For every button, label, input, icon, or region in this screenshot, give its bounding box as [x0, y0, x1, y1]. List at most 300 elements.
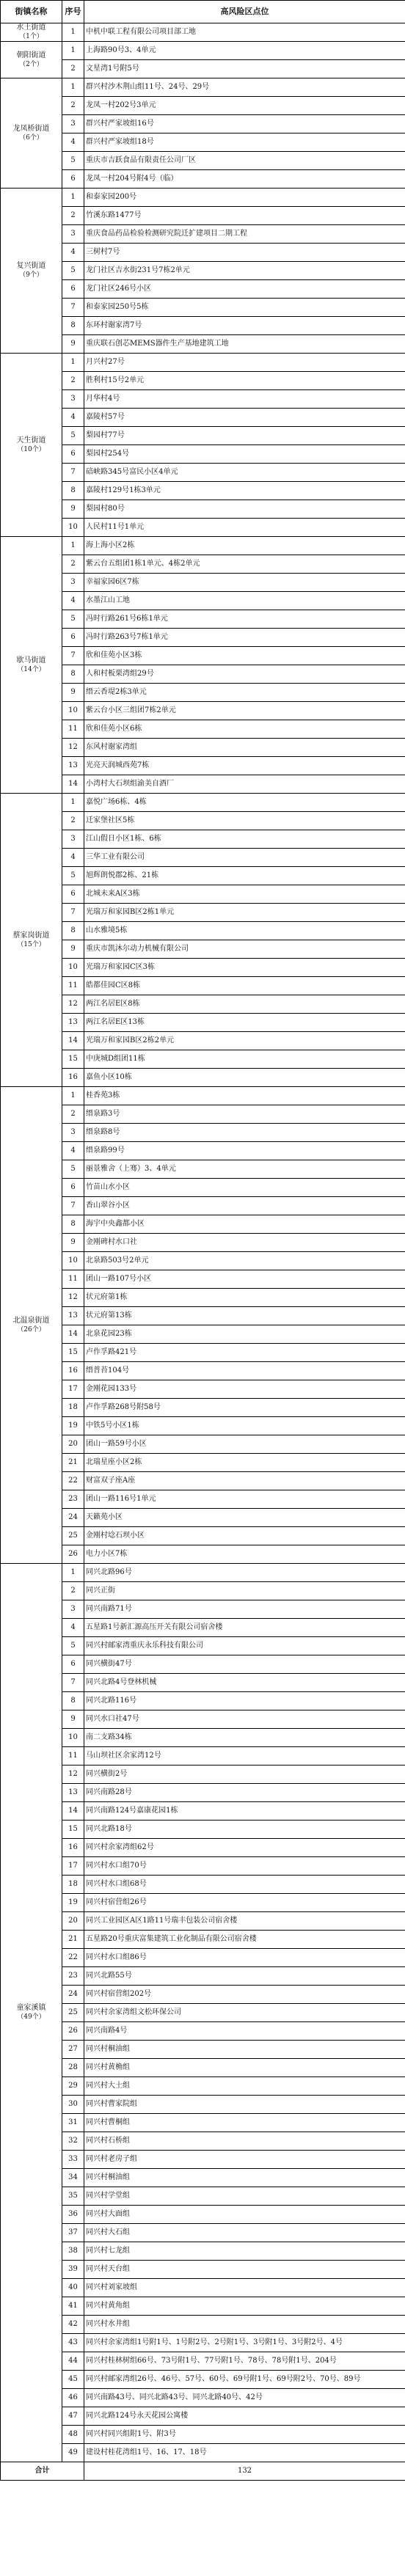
row-number: 8 [62, 317, 84, 335]
location-cell: 桂香苑3栋 [84, 1087, 405, 1105]
row-number: 24 [62, 1986, 84, 2004]
row-number: 1 [62, 354, 84, 372]
location-cell: 群兴村严家坡组18号 [84, 133, 405, 152]
row-number: 6 [62, 1655, 84, 1674]
row-number: 2 [62, 372, 84, 390]
table-body [1, 23, 405, 2462]
location-cell: 海上海小区2栋 [84, 537, 405, 555]
row-number: 7 [62, 647, 84, 665]
location-cell: 梨园村80号 [84, 500, 405, 519]
row-number: 27 [62, 2041, 84, 2059]
row-number: 7 [62, 1674, 84, 1692]
location-cell: 江山假日小区1栋、6栋 [84, 830, 405, 849]
location-cell: 同兴村天台组 [84, 2261, 405, 2279]
row-number: 19 [62, 1894, 84, 1912]
row-number: 6 [62, 170, 84, 189]
location-cell: 皓都佳园C区8栋 [84, 977, 405, 995]
location-cell: 重庆食品药品检验检测研究院迁扩建项目二期工程 [84, 225, 405, 244]
row-number: 48 [62, 2426, 84, 2444]
location-cell: 紫云台五组团1栋1单元、4栋2单元 [84, 555, 405, 574]
street-count: （26个） [17, 1325, 45, 1333]
street-name: 蔡家岗街道 [12, 931, 50, 940]
location-cell: 同兴村石桥组 [84, 2132, 405, 2151]
row-number: 7 [62, 1197, 84, 1215]
location-cell: 同兴村曹家院组 [84, 2096, 405, 2114]
row-number: 12 [62, 1289, 84, 1307]
row-number: 13 [62, 1014, 84, 1032]
location-cell: 群兴村沙木荆山组11号、24号、29号 [84, 78, 405, 97]
location-cell: 山水雅境5栋 [84, 922, 405, 940]
row-number: 9 [62, 940, 84, 959]
location-cell: 天籁苑小区 [84, 1509, 405, 1527]
location-cell: 团山一路59号小区 [84, 1435, 405, 1454]
location-cell: 缙云香堤2栋3单元 [84, 684, 405, 702]
table-row [1, 42, 405, 60]
location-cell: 碚峡路345号富民小区4单元 [84, 464, 405, 482]
location-cell: 同兴村余家湾组文松环保公司 [84, 2004, 405, 2022]
location-cell: 同兴村同兴组附1号、附3号 [84, 2426, 405, 2444]
row-number: 5 [62, 1637, 84, 1655]
location-cell: 同兴村余家湾组62号 [84, 1839, 405, 1857]
location-cell: 同兴村宿营组26号 [84, 1894, 405, 1912]
row-number: 4 [62, 1142, 84, 1160]
row-number: 26 [62, 1545, 84, 1564]
row-number: 1 [62, 23, 84, 42]
row-number: 10 [62, 959, 84, 977]
row-number: 29 [62, 2077, 84, 2096]
row-number: 28 [62, 2059, 84, 2077]
street-name: 天生街道 [16, 436, 46, 444]
location-cell: 龙门社区吉水街231号7栋2单元 [84, 262, 405, 280]
table-row [1, 23, 405, 42]
row-number: 25 [62, 2004, 84, 2022]
location-cell: 龙凤一村202号3单元 [84, 97, 405, 115]
row-number: 26 [62, 2022, 84, 2041]
location-cell: 香山翠谷小区 [84, 1197, 405, 1215]
row-number: 5 [62, 262, 84, 280]
table-row [1, 537, 405, 555]
row-number: 11 [62, 720, 84, 739]
total-value: 132 [84, 2462, 405, 2481]
location-cell: 冯时行路263号7栋1单元 [84, 629, 405, 647]
row-number: 11 [62, 1270, 84, 1289]
location-cell: 竹苗山水小区 [84, 1179, 405, 1197]
location-cell: 人民村11号1单元 [84, 519, 405, 537]
location-cell: 同兴北路116号 [84, 1692, 405, 1710]
row-number: 7 [62, 464, 84, 482]
row-number: 2 [62, 1105, 84, 1124]
location-cell: 迁家堡社区5栋 [84, 812, 405, 830]
location-cell: 丽景雅舍（上骞）3、4单元 [84, 1160, 405, 1179]
location-cell: 同兴村学堂组 [84, 2187, 405, 2206]
location-cell: 同兴村桂林树组66号、73号附1号、77号附1号、78号、78号附1号、204号 [84, 2352, 405, 2371]
row-number: 19 [62, 1417, 84, 1435]
location-cell: 同兴村七龙组 [84, 2242, 405, 2261]
street-count: （49个） [17, 2013, 45, 2021]
row-number: 20 [62, 1435, 84, 1454]
location-cell: 同兴村大面组 [84, 2206, 405, 2224]
location-cell: 水墨江山工地 [84, 592, 405, 610]
location-cell: 同兴南路4号 [84, 2022, 405, 2041]
row-number: 32 [62, 2132, 84, 2151]
location-cell: 海宇中央鑫都小区 [84, 1215, 405, 1234]
row-number: 6 [62, 445, 84, 464]
location-cell: 三树村7号 [84, 244, 405, 262]
row-number: 5 [62, 152, 84, 170]
location-cell: 东风村谢家湾组 [84, 739, 405, 757]
location-cell: 光瑞万和家园B区2栋1单元 [84, 904, 405, 922]
row-number: 41 [62, 2297, 84, 2316]
row-number: 4 [62, 1619, 84, 1637]
location-cell: 同兴工业园区A区1路11号瑞丰包装公司宿舍楼 [84, 1912, 405, 1931]
location-cell: 状元府第13栋 [84, 1307, 405, 1325]
location-cell: 同兴北路18号 [84, 1821, 405, 1839]
row-number: 3 [62, 1124, 84, 1142]
row-number: 43 [62, 2334, 84, 2352]
location-cell: 北泉路503号2单元 [84, 1252, 405, 1270]
street-count: （15个） [17, 940, 45, 948]
location-cell: 同兴村水口组70号 [84, 1857, 405, 1876]
row-number: 2 [62, 97, 84, 115]
location-cell: 同兴横街47号 [84, 1655, 405, 1674]
row-number: 3 [62, 390, 84, 409]
row-number: 6 [62, 1179, 84, 1197]
row-number: 21 [62, 1454, 84, 1472]
row-number: 14 [62, 1802, 84, 1821]
location-cell: 同兴北路96号 [84, 1564, 405, 1582]
location-cell: 文星湾1号附5号 [84, 60, 405, 78]
location-cell: 同兴北路4号登林机械 [84, 1674, 405, 1692]
row-number: 23 [62, 1490, 84, 1509]
table-row [1, 1564, 405, 1582]
location-cell: 中铁5号小区1栋 [84, 1417, 405, 1435]
location-cell: 光瑞万和家园B区2栋2单元 [84, 1032, 405, 1050]
street-name: 歇马街道 [16, 656, 46, 665]
row-number: 1 [62, 537, 84, 555]
location-cell: 同兴南路43号、同兴北路43号、同兴北路40号、42号 [84, 2389, 405, 2407]
location-cell: 同兴北路124号永天花园公寓楼 [84, 2407, 405, 2426]
row-number: 10 [62, 1252, 84, 1270]
total-row [1, 2462, 405, 2481]
location-cell: 同兴南路124号嘉康花园1栋 [84, 1802, 405, 1821]
street-name: 北温泉街道 [12, 1316, 50, 1325]
location-cell: 两江名居E区13栋 [84, 1014, 405, 1032]
row-number: 3 [62, 574, 84, 592]
row-number: 16 [62, 1069, 84, 1087]
table-row [1, 189, 405, 207]
location-cell: 东环村谢家湾7号 [84, 317, 405, 335]
row-number: 42 [62, 2316, 84, 2334]
location-cell: 欣和佳苑小区3栋 [84, 647, 405, 665]
street-cell [1, 42, 62, 78]
row-number: 8 [62, 665, 84, 684]
street-name: 朝阳街道 [16, 51, 46, 59]
location-cell: 嘉鱼小区10栋 [84, 1069, 405, 1087]
street-count: （2个） [19, 60, 43, 68]
total-label: 合计 [1, 2462, 84, 2481]
location-cell: 重庆市凯沐尔动力机械有限公司 [84, 940, 405, 959]
row-number: 21 [62, 1931, 84, 1949]
row-number: 40 [62, 2279, 84, 2297]
location-cell: 北瑞星座小区2栋 [84, 1454, 405, 1472]
row-number: 1 [62, 1564, 84, 1582]
location-cell: 中庚城D组团11栋 [84, 1050, 405, 1069]
row-number: 2 [62, 555, 84, 574]
row-number: 7 [62, 904, 84, 922]
header-location: 高风险区点位 [84, 1, 405, 23]
location-cell: 五星路20号重庆富集建筑工业化制品有限公司宿舍楼 [84, 1931, 405, 1949]
location-cell: 同兴村宿营组202号 [84, 1986, 405, 2004]
location-cell: 同兴正街 [84, 1582, 405, 1600]
row-number: 2 [62, 812, 84, 830]
location-cell: 光亮天润城西苑7栋 [84, 757, 405, 775]
location-cell: 金刚碑村水口社 [84, 1234, 405, 1252]
street-name: 童家溪镇 [16, 2004, 46, 2012]
location-cell: 金刚村埝石坝小区 [84, 1527, 405, 1545]
location-cell: 旭辉朗悦郡2栋、21栋 [84, 867, 405, 885]
location-cell: 同兴村水口组68号 [84, 1876, 405, 1894]
location-cell: 马山坝社区余家湾12号 [84, 1747, 405, 1765]
row-number: 47 [62, 2407, 84, 2426]
table-row [1, 794, 405, 812]
location-cell: 状元府第1栋 [84, 1289, 405, 1307]
row-number: 11 [62, 1747, 84, 1765]
row-number: 25 [62, 1527, 84, 1545]
location-cell: 梨园村77号 [84, 427, 405, 445]
location-cell: 同兴村老房子组 [84, 2151, 405, 2169]
location-cell: 建设村桂花湾组1号、16、17、18号 [84, 2444, 405, 2462]
street-name: 复兴街道 [16, 262, 46, 270]
row-number: 14 [62, 775, 84, 794]
row-number: 5 [62, 867, 84, 885]
location-cell: 同兴村大石组 [84, 2224, 405, 2242]
row-number: 8 [62, 482, 84, 500]
location-cell: 电力小区7栋 [84, 1545, 405, 1564]
table-row [1, 78, 405, 97]
row-number: 15 [62, 1821, 84, 1839]
location-cell: 嘉陵村57号 [84, 409, 405, 427]
location-cell: 三华工业有限公司 [84, 849, 405, 867]
row-number: 44 [62, 2352, 84, 2371]
location-cell: 月兴村27号 [84, 354, 405, 372]
location-cell: 嘉陵村129号1栋3单元 [84, 482, 405, 500]
row-number: 10 [62, 702, 84, 720]
location-cell: 缙泉路99号 [84, 1142, 405, 1160]
row-number: 4 [62, 409, 84, 427]
location-cell: 团山一路116号1单元 [84, 1490, 405, 1509]
row-number: 24 [62, 1509, 84, 1527]
location-cell: 同兴村曹桐组 [84, 2114, 405, 2132]
location-cell: 和泰家园250号5栋 [84, 299, 405, 317]
location-cell: 同兴村邮家湾重庆永乐科技有限公司 [84, 1637, 405, 1655]
row-number: 14 [62, 1325, 84, 1344]
row-number: 1 [62, 1087, 84, 1105]
row-number: 9 [62, 500, 84, 519]
location-cell: 同兴村黄桷组 [84, 2059, 405, 2077]
location-cell: 冯时行路261号6栋1单元 [84, 610, 405, 629]
street-cell [1, 1087, 62, 1564]
row-number: 16 [62, 1839, 84, 1857]
row-number: 49 [62, 2444, 84, 2462]
row-number: 12 [62, 739, 84, 757]
row-number: 9 [62, 684, 84, 702]
row-number: 35 [62, 2187, 84, 2206]
header-no: 序号 [62, 1, 84, 23]
row-number: 17 [62, 1857, 84, 1876]
location-cell: 卢作孚路421号 [84, 1344, 405, 1362]
row-number: 6 [62, 885, 84, 904]
row-number: 4 [62, 244, 84, 262]
street-count: （14个） [17, 665, 45, 673]
location-cell: 缙泉路8号 [84, 1124, 405, 1142]
location-cell: 同兴南路71号 [84, 1600, 405, 1619]
row-number: 12 [62, 1765, 84, 1784]
row-number: 10 [62, 519, 84, 537]
row-number: 33 [62, 2151, 84, 2169]
row-number: 7 [62, 299, 84, 317]
location-cell: 缙普苔104号 [84, 1362, 405, 1380]
street-count: （1个） [19, 33, 43, 40]
row-number: 3 [62, 225, 84, 244]
location-cell: 胜利村15号2单元 [84, 372, 405, 390]
row-number: 31 [62, 2114, 84, 2132]
location-cell: 中机中联工程有限公司项目部工地 [84, 23, 405, 42]
row-number: 4 [62, 133, 84, 152]
location-cell: 梨园村254号 [84, 445, 405, 464]
row-number: 18 [62, 1876, 84, 1894]
row-number: 30 [62, 2096, 84, 2114]
row-number: 4 [62, 849, 84, 867]
location-cell: 同兴村水井组 [84, 2316, 405, 2334]
location-cell: 小湾村大石坝组渝美自酒厂 [84, 775, 405, 794]
location-cell: 龙门社区246号小区 [84, 280, 405, 299]
row-number: 2 [62, 207, 84, 225]
street-name: 龙凤桥街道 [12, 124, 50, 133]
row-number: 4 [62, 592, 84, 610]
row-number: 8 [62, 1692, 84, 1710]
location-cell: 重庆联石创芯MEMS器件生产基地建筑工地 [84, 335, 405, 354]
row-number: 39 [62, 2261, 84, 2279]
table-row [1, 354, 405, 372]
row-number: 1 [62, 78, 84, 97]
location-cell: 同兴村余家湾组1号附1号、1号附2号、2号附1号、3号附1号、3号附2号、4号 [84, 2334, 405, 2352]
row-number: 6 [62, 629, 84, 647]
location-cell: 幸福家园6区7栋 [84, 574, 405, 592]
row-number: 13 [62, 757, 84, 775]
location-cell: 欣和佳苑小区6栋 [84, 720, 405, 739]
location-cell: 嘉悦广场6栋、4栋 [84, 794, 405, 812]
row-number: 18 [62, 1399, 84, 1417]
location-cell: 人和村板栗湾组29号 [84, 665, 405, 684]
location-cell: 同兴横街2号 [84, 1765, 405, 1784]
row-number: 22 [62, 1472, 84, 1490]
row-number: 13 [62, 1784, 84, 1802]
location-cell: 月华村4号 [84, 390, 405, 409]
street-count: （9个） [19, 271, 43, 279]
location-cell: 光瑞万和家园C区3栋 [84, 959, 405, 977]
row-number: 1 [62, 189, 84, 207]
location-cell: 团山一路107号小区 [84, 1270, 405, 1289]
row-number: 5 [62, 610, 84, 629]
row-number: 3 [62, 830, 84, 849]
street-name: 水土街道 [16, 23, 46, 32]
header-street: 街镇名称 [1, 1, 62, 23]
row-number: 36 [62, 2206, 84, 2224]
location-cell: 金刚花园133号 [84, 1380, 405, 1399]
location-cell: 和泰家园200号 [84, 189, 405, 207]
location-cell: 缙泉路3号 [84, 1105, 405, 1124]
row-number: 38 [62, 2242, 84, 2261]
street-cell [1, 23, 62, 42]
row-number: 3 [62, 115, 84, 133]
location-cell: 北城未来A区3栋 [84, 885, 405, 904]
location-cell: 同兴村桐油组 [84, 2169, 405, 2187]
location-cell: 竹溪东路1477号 [84, 207, 405, 225]
row-number: 37 [62, 2224, 84, 2242]
location-cell: 北泉花园23栋 [84, 1325, 405, 1344]
location-cell: 同兴水口社47号 [84, 1710, 405, 1729]
location-cell: 同兴村水口组86号 [84, 1949, 405, 1967]
location-cell: 重庆市吉跃食品有限责任公司厂区 [84, 152, 405, 170]
street-cell [1, 354, 62, 537]
street-cell [1, 78, 62, 189]
location-cell: 南二支路34栋 [84, 1729, 405, 1747]
location-cell: 同兴北路55号 [84, 1967, 405, 1986]
street-count: （10个） [17, 445, 45, 453]
row-number: 10 [62, 1729, 84, 1747]
row-number: 46 [62, 2389, 84, 2407]
row-number: 11 [62, 977, 84, 995]
table-row [1, 1087, 405, 1105]
street-cell [1, 1564, 62, 2462]
location-cell: 同兴村刘家坡组 [84, 2279, 405, 2297]
row-number: 9 [62, 1710, 84, 1729]
row-number: 23 [62, 1967, 84, 1986]
street-count: （6个） [19, 133, 43, 142]
location-cell: 五星路1号新汇源高压开关有限公司宿舍楼 [84, 1619, 405, 1637]
row-number: 9 [62, 1234, 84, 1252]
location-cell: 财富双子座A座 [84, 1472, 405, 1490]
location-cell: 龙凤一村204号附4号（临） [84, 170, 405, 189]
row-number: 1 [62, 794, 84, 812]
location-cell: 两江名居E区8栋 [84, 995, 405, 1014]
row-number: 1 [62, 42, 84, 60]
row-number: 2 [62, 1582, 84, 1600]
location-cell: 同兴村黄角组 [84, 2297, 405, 2316]
row-number: 13 [62, 1307, 84, 1325]
street-cell [1, 537, 62, 794]
location-cell: 同兴村桐油组 [84, 2041, 405, 2059]
location-cell: 同兴村大土组 [84, 2077, 405, 2096]
row-number: 22 [62, 1949, 84, 1967]
row-number: 8 [62, 922, 84, 940]
row-number: 12 [62, 995, 84, 1014]
location-cell: 同兴南路28号 [84, 1784, 405, 1802]
street-cell [1, 189, 62, 354]
row-number: 5 [62, 427, 84, 445]
row-number: 9 [62, 335, 84, 354]
row-number: 8 [62, 1215, 84, 1234]
table-header-row [1, 1, 405, 23]
row-number: 45 [62, 2371, 84, 2389]
street-cell [1, 794, 62, 1087]
row-number: 14 [62, 1032, 84, 1050]
row-number: 20 [62, 1912, 84, 1931]
location-cell: 紫云台小区三组团7栋2单元 [84, 702, 405, 720]
row-number: 17 [62, 1380, 84, 1399]
row-number: 15 [62, 1050, 84, 1069]
location-cell: 卢作孚路268号附58号 [84, 1399, 405, 1417]
